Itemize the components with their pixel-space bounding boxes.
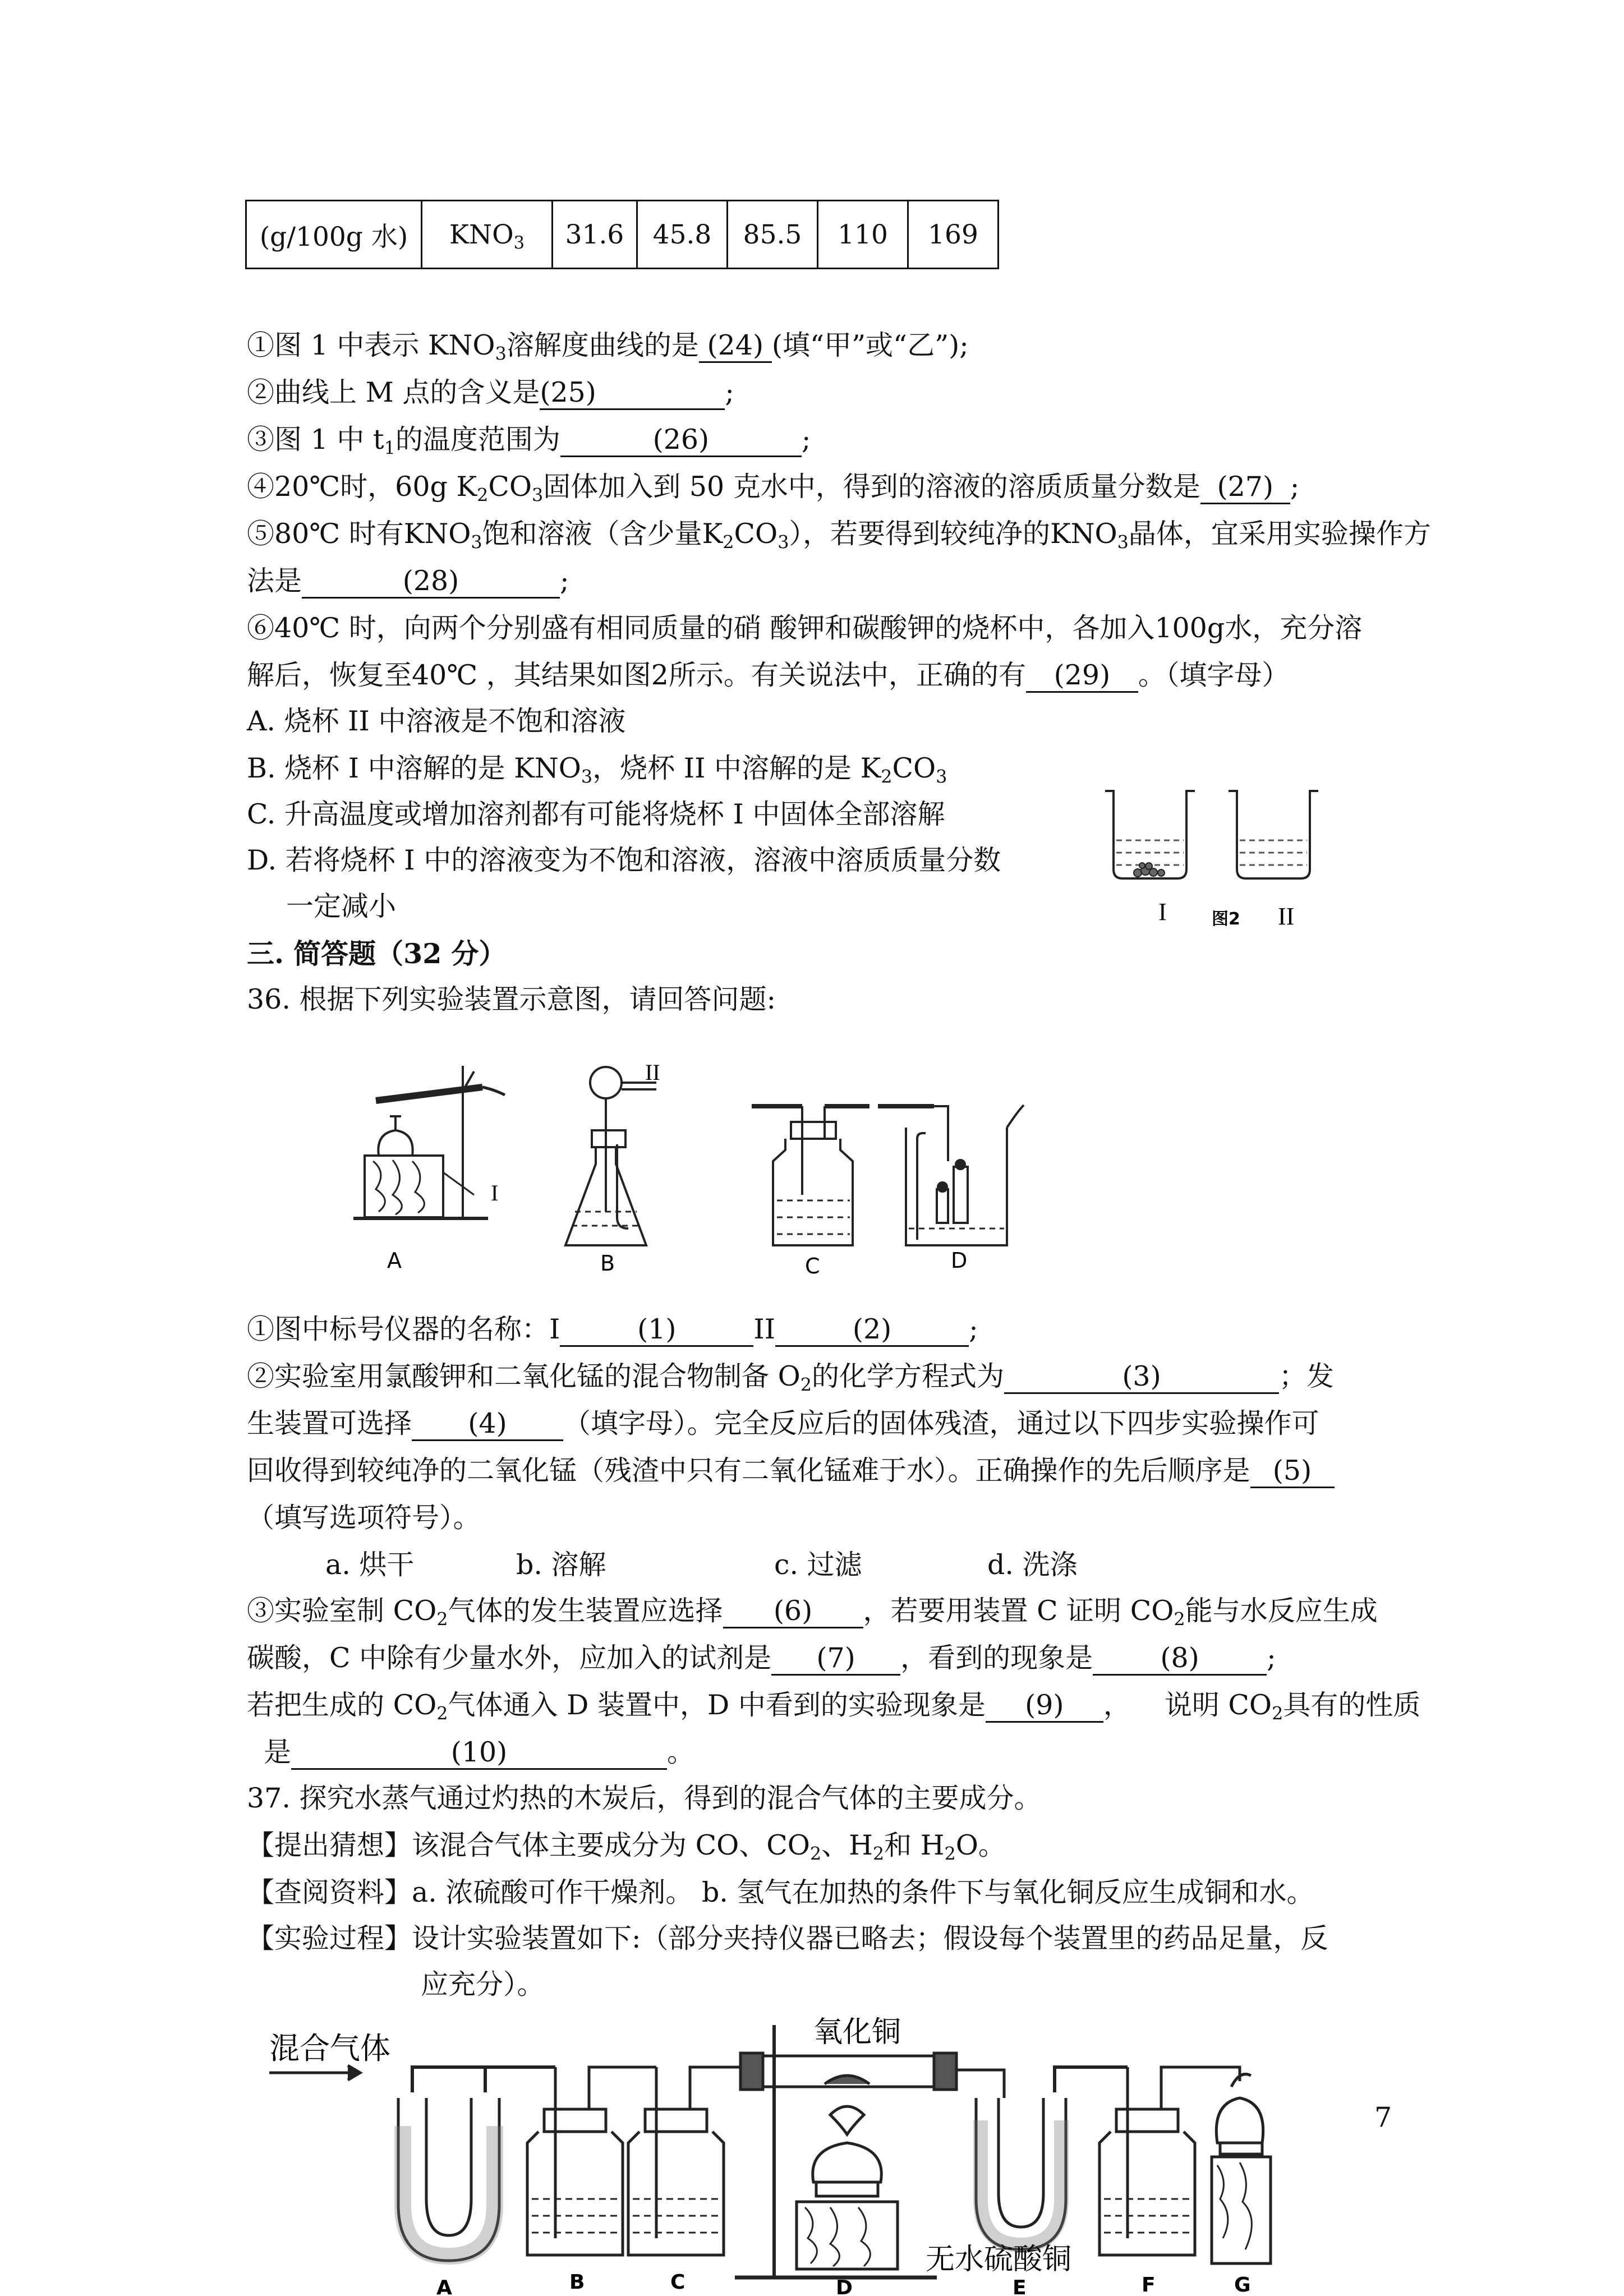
op-b: b. 溶解 xyxy=(516,1549,606,1581)
label-a: A xyxy=(387,1248,402,1273)
blank-28: (28) xyxy=(302,565,560,599)
bottle-c xyxy=(628,2067,746,2255)
q35-line-4: ④20℃时，60g $K_2CO_3$固体加入到 50 克水中，得到的溶液的溶质质量分数是 (27) ; xyxy=(247,471,1300,506)
blank-24: (24) xyxy=(699,330,772,363)
label-mixed-gas: 混合气体 xyxy=(269,2031,390,2066)
q35-line-1: ①图 1 中表示 $KNO_3$溶解度曲线的是 (24) (填“甲”或“乙”); xyxy=(247,329,969,365)
q35-line-2: ②曲线上 M 点的含义是(25) ; xyxy=(247,376,734,410)
label-d: D xyxy=(951,1248,968,1273)
apparatus-c xyxy=(752,1106,869,1245)
blank-29: (29) xyxy=(1026,660,1138,693)
label-anhydrous-cuso4: 无水硫酸铜 xyxy=(926,2243,1072,2276)
blank-26: (26) xyxy=(560,424,802,457)
blank-4: (4) xyxy=(412,1408,563,1441)
label-e: E xyxy=(1013,2276,1027,2296)
q35-line-3: ③图 1 中 $t_1$的温度范围为 (26) ; xyxy=(247,424,811,459)
option-b: B. 烧杯 I 中溶解的是 $KNO_3$，烧杯 II 中溶解的是 $K_2CO_3$ xyxy=(247,752,947,788)
q37-guess: 【提出猜想】该混合气体主要成分为 CO、$CO_2$、$H_2$和 $H_2O$。 xyxy=(247,1829,1006,1865)
page-number: 7 xyxy=(1374,2101,1392,2133)
blank-3: (3) xyxy=(1004,1361,1279,1394)
op-c: c. 过滤 xyxy=(774,1549,862,1581)
q37-info: 【查阅资料】a. 浓硫酸可作干燥剂。 b. 氢气在加热的条件下与氧化铜反应生成铜和水。 xyxy=(247,1876,1314,1908)
figure-q36-apparatus xyxy=(353,1060,1139,1285)
op-d: d. 洗涤 xyxy=(987,1549,1078,1581)
q36-line-7: 碳酸，C 中除有少量水外，应加入的试剂是 (7) ，看到的现象是 (8) ; xyxy=(247,1641,1276,1676)
value-cell: 110 xyxy=(818,201,908,269)
figure-q37-apparatus xyxy=(264,2014,1329,2296)
bottle-b xyxy=(527,2067,656,2255)
q36-line-8: 若把生成的 $CO_2$气体通入 D 装置中，D 中看到的实验现象是 (9) ， 说明 $CO_2$具有的性质 xyxy=(247,1689,1421,1724)
value-cell: 85.5 xyxy=(728,201,818,269)
label-i: I xyxy=(1158,898,1167,926)
unit-cell: (g/100g 水) xyxy=(246,201,422,269)
label-g: G xyxy=(1234,2274,1251,2296)
blank-2: (2) xyxy=(775,1314,969,1347)
table-row xyxy=(246,201,999,269)
op-a: a. 烘干 xyxy=(325,1549,415,1581)
label-c: C xyxy=(805,1254,820,1278)
figure-2-beakers xyxy=(1099,780,1324,942)
label-ii: II xyxy=(645,1060,660,1085)
blank-1: (1) xyxy=(560,1314,753,1347)
value-cell: 31.6 xyxy=(553,201,637,269)
label-b: B xyxy=(569,2271,585,2294)
q35-line-7: ⑥40℃ 时，向两个分别盛有相同质量的硝 酸钾和碳酸钾的烧杯中，各加入100g水，充分溶 xyxy=(247,612,1363,644)
q36-line-3: 生装置可选择 (4) （填字母）。完全反应后的固体残渣，通过以下四步实验操作可 xyxy=(247,1407,1319,1441)
q37-intro: 37. 探究水蒸气通过灼热的木炭后，得到的混合气体的主要成分。 xyxy=(247,1782,1042,1814)
apparatus-a xyxy=(353,1066,505,1218)
q36-intro: 36. 根据下列实验装置示意图，请回答问题: xyxy=(247,983,776,1015)
blank-9: (9) xyxy=(986,1690,1103,1723)
blank-10: (10) xyxy=(291,1737,667,1770)
label-copper-oxide: 氧化铜 xyxy=(813,2016,901,2049)
label-i: I xyxy=(491,1180,499,1205)
blank-8: (8) xyxy=(1093,1642,1267,1676)
option-d-cont: 一定减小 xyxy=(286,890,397,922)
label-ii: II xyxy=(1278,903,1295,930)
q37-process-2: 应充分）。 xyxy=(421,1968,545,2000)
q35-line-8: 解后，恢复至40℃ ，其结果如图2所示。有关说法中，正确的有 (29) 。（填字母） xyxy=(247,659,1289,693)
option-d: D. 若将烧杯 I 中的溶液变为不饱和溶液，溶液中溶质质量分数 xyxy=(247,844,1001,876)
combustion-tube-d xyxy=(735,2025,1004,2277)
q35-line-6: 法是 (28) ; xyxy=(247,564,569,599)
label-d: D xyxy=(836,2276,853,2296)
q36-line-2: ②实验室用氯酸钾和二氧化锰的混合物制备 $O_2$的化学方程式为 (3) ；发 xyxy=(247,1360,1335,1396)
q36-line-6: ③实验室制 $CO_2$气体的发生装置应选择 (6) ，若要用装置 C 证明 $CO_2$能与水反应生成 xyxy=(247,1595,1378,1630)
apparatus-d xyxy=(878,1105,1024,1245)
figure-caption: 图2 xyxy=(1212,909,1240,929)
option-a: A. 烧杯 II 中溶液是不饱和溶液 xyxy=(247,705,626,737)
value-cell: 169 xyxy=(908,201,999,269)
label-f: F xyxy=(1142,2274,1156,2296)
value-cell: 45.8 xyxy=(637,201,728,269)
blank-27: (27) xyxy=(1200,471,1290,504)
q36-line-5: （填写选项符号）。 xyxy=(247,1502,481,1534)
burner-g xyxy=(1212,2074,1271,2264)
label-a: A xyxy=(436,2276,452,2296)
section-heading: 三. 简答题（32 分） xyxy=(247,937,507,970)
q36-line-1: ①图中标号仪器的名称：I (1) II (2) ; xyxy=(247,1313,978,1347)
apparatus-b xyxy=(565,1067,656,1245)
q37-process-1: 【实验过程】设计实验装置如下:（部分夹持仪器已略去；假设每个装置里的药品足量，反 xyxy=(247,1922,1328,1954)
substance-cell: $KNO_3$ xyxy=(422,201,553,269)
label-c: C xyxy=(670,2271,686,2294)
blank-6: (6) xyxy=(723,1595,863,1628)
q35-line-5: ⑤80℃ 时有$KNO_3$饱和溶液（含少量$K_2CO_3$），若要得到较纯净的$KNO_3$晶体，宜采用实验操作方 xyxy=(247,518,1431,553)
q36-line-4: 回收得到较纯净的二氧化锰（残渣中只有二氧化锰难于水）。正确操作的先后顺序是 (5) xyxy=(247,1454,1335,1488)
label-b: B xyxy=(600,1251,615,1276)
u-tube-a xyxy=(398,2067,555,2261)
blank-5: (5) xyxy=(1250,1455,1335,1488)
blank-7: (7) xyxy=(771,1642,900,1676)
option-c: C. 升高温度或增加溶剂都有可能将烧杯 I 中固体全部溶解 xyxy=(247,798,945,830)
u-tube-e xyxy=(976,2067,1128,2249)
blank-25: (25) xyxy=(540,377,725,410)
q36-line-9: 是 (10) 。 xyxy=(264,1736,694,1770)
solubility-table xyxy=(245,200,999,269)
